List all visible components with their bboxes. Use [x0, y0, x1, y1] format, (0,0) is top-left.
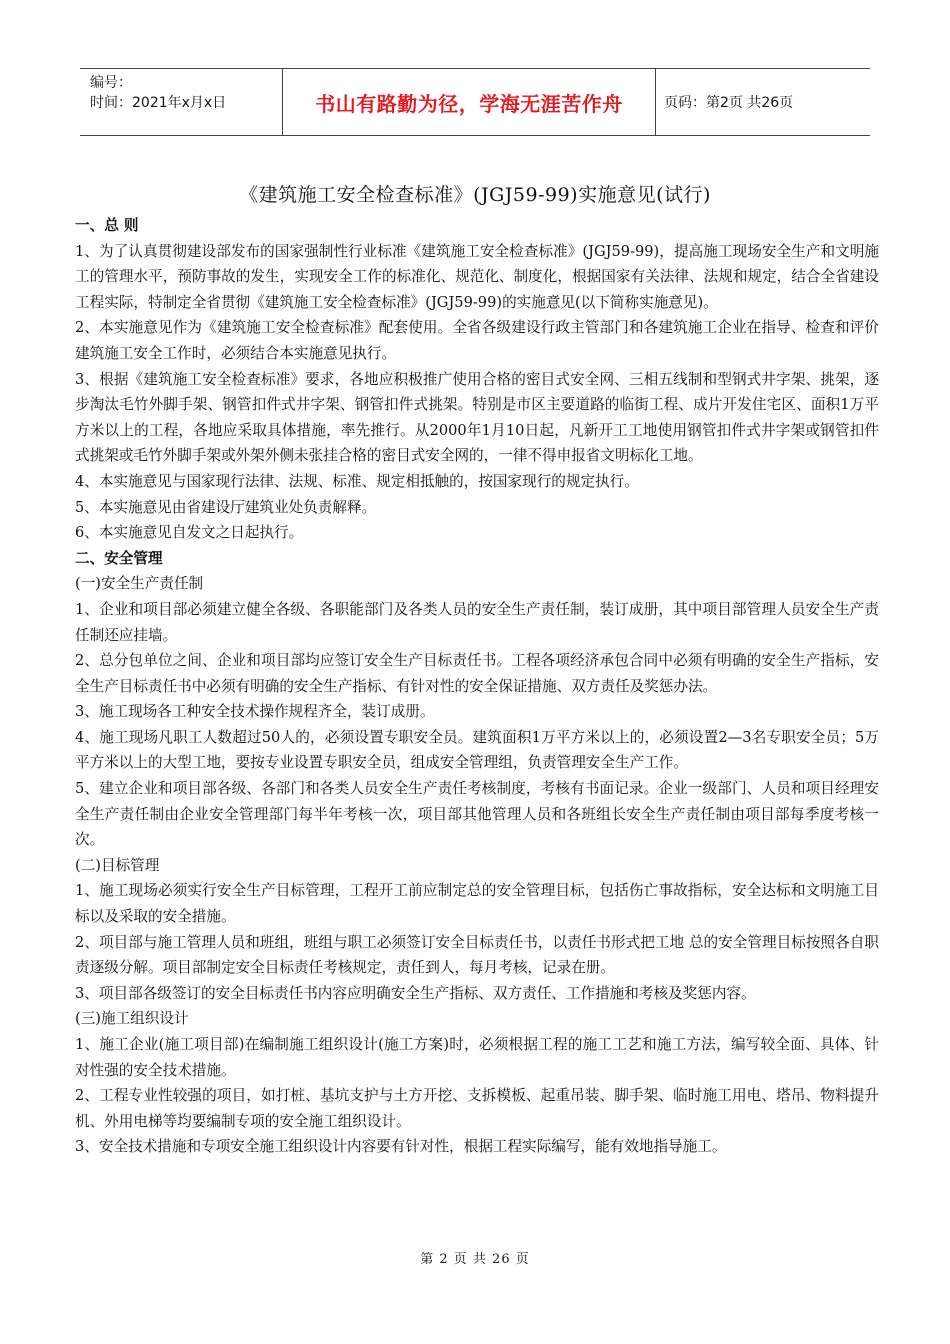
paragraph: 2、工程专业性较强的项目，如打桩、基坑支护与土方开挖、支拆模板、起重吊装、脚手架、临时施工用电、塔吊、物料提升机、外用电梯等均要编制专项的安全施工组织设计。	[75, 1087, 879, 1130]
paragraph: 1、为了认真贯彻建设部发布的国家强制性行业标准《建筑施工安全检查标准》(JGJ59-99)，提高施工现场安全生产和文明施工的管理水平，预防事故的发生，实现安全工作的标准化、规范化、制度化，根据国家有关法律、法规和规定，结合全省建设工程实际，特制定全省贯彻《建筑施工安全检查标准》(JGJ59-99)的实施意见(以下简称实施意见)。	[75, 242, 879, 311]
paragraph: 2、项目部与施工管理人员和班组，班组与职工必须签订安全目标责任书，以责任书形式把工地 总的安全管理目标按照各自职责逐级分解。项目部制定安全目标责任考核规定，责任到人，每月考核，记录在册。	[75, 933, 879, 977]
document-time: 时间：2021年x月x日	[90, 95, 227, 111]
paragraph: 2、本实施意见作为《建筑施工安全检查标准》配套使用。全省各级建设行政主管部门和各建筑施工企业在指导、检查和评价建筑施工安全工作时，必须结合本实施意见执行。	[75, 319, 879, 362]
paragraph: 5、本实施意见由省建设厅建筑业处负责解释。	[75, 498, 377, 516]
section-heading: 一、总 则	[75, 217, 139, 234]
header-motto: 书山有路勤为径，学海无涯苦作舟	[283, 69, 656, 135]
paragraph: 1、施工现场必须实行安全生产目标管理，工程开工前应制定总的安全管理目标，包括伤亡事故指标，安全达标和文明施工目标以及采取的安全措施。	[75, 882, 879, 926]
paragraph: 1、企业和项目部必须建立健全各级、各职能部门及各类人员的安全生产责任制，装订成册，其中项目部管理人员安全生产责任制还应挂墙。	[75, 600, 879, 644]
paragraph: 4、施工现场凡职工人数超过50人的，必须设置专职安全员。建筑面积1万平方米以上的，必须设置2—3名专职安全员；5万平方米以上的大型工地，要按专业设置专职安全员，组成安全管理组，负责管理安全生产工作。	[75, 728, 879, 772]
section-heading: 二、安全管理	[75, 549, 163, 567]
paragraph: 4、本实施意见与国家现行法律、法规、标准、规定相抵触的，按国家现行的规定执行。	[75, 472, 639, 490]
paragraph: 3、根据《建筑施工安全检查标准》要求，各地应积极推广使用合格的密目式安全网、三相五线制和型钢式井字架、挑架，逐步淘汰毛竹外脚手架、钢管扣件式井字架、钢管扣件式挑架。特别是市区主要道路的临街工程、成片开发住宅区、面积1万平方米以上的工程，各地应采取具体措施，率先推行。从2000年1月10日起，凡新开工工地使用钢管扣件式井字架或钢管扣件式挑架或毛竹外脚手架或外架外侧未张挂合格的密目式安全网的，一律不得申报省文明标化工地。	[75, 370, 879, 465]
paragraph: 1、施工企业(施工项目部)在编制施工组织设计(施工方案)时，必须根据工程的施工工艺和施工方法，编写较全面、具体、针对性强的安全技术措施。	[75, 1036, 879, 1079]
paragraph: (一)安全生产责任制	[75, 575, 204, 593]
paragraph: 5、建立企业和项目部各级、各部门和各类人员安全生产责任考核制度，考核有书面记录。企业一级部门、人员和项目经理安全生产责任制由企业安全管理部门每半年考核一次，项目部其他管理人员和各班组长安全生产责任制由项目部每季度考核一次。	[75, 780, 879, 849]
document-number-label: 编号：	[90, 75, 132, 91]
paragraph: 2、总分包单位之间、企业和项目部均应签订安全生产目标责任书。工程各项经济承包合同中必须有明确的安全生产指标，安全生产目标责任书中必须有明确的安全生产指标、有针对性的安全保证措施、双方责任及奖惩办法。	[75, 652, 879, 695]
paragraph: 3、施工现场各工种安全技术操作规程齐全，装订成册。	[75, 703, 435, 721]
header-page-info: 页码：第2页 共26页	[664, 95, 794, 111]
document-body	[75, 213, 879, 1160]
page-footer: 第 2 页 共 26 页	[420, 1252, 530, 1267]
paragraph: 3、项目部各级签订的安全目标责任书内容应明确安全生产指标、双方责任、工作措施和考核及奖惩内容。	[75, 984, 756, 1002]
paragraph: (三)施工组织设计	[75, 1010, 189, 1028]
paragraph: (二)目标管理	[75, 856, 160, 874]
document-title: 《建筑施工安全检查标准》(JGJ59-99)实施意见(试行)	[239, 184, 711, 206]
paragraph: 6、本实施意见自发文之日起执行。	[75, 524, 304, 542]
document-header	[80, 68, 870, 136]
header-meta-cell	[80, 69, 283, 135]
paragraph: 3、安全技术措施和专项安全施工组织设计内容要有针对性，根据工程实际编写，能有效地指导施工。	[75, 1138, 727, 1156]
